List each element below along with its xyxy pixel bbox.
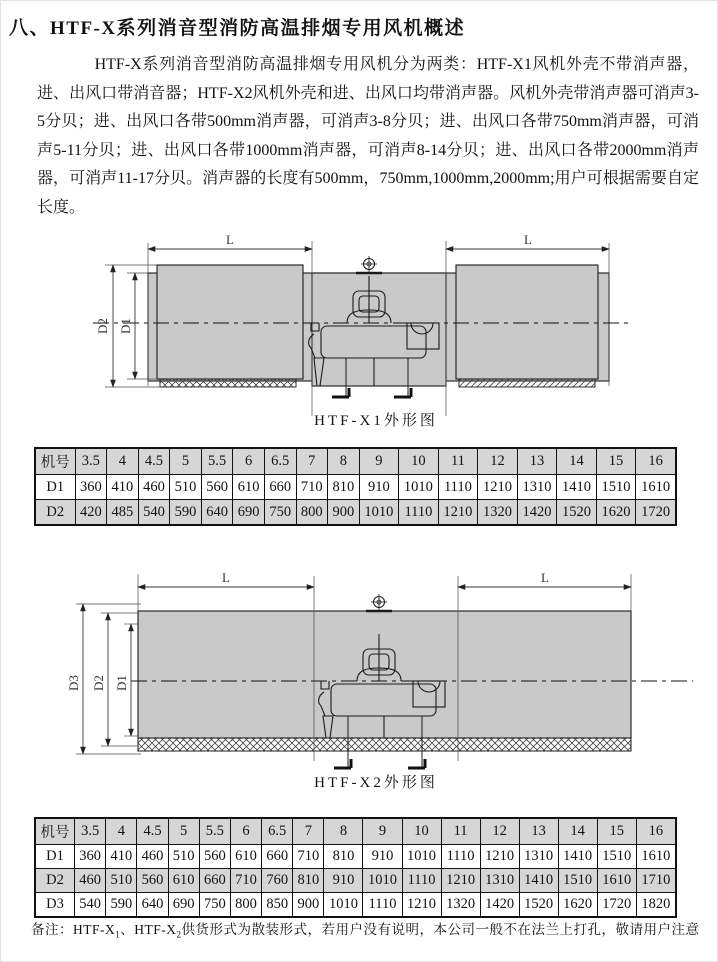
value-cell: 460 xyxy=(137,845,168,869)
value-cell: 15 xyxy=(596,448,636,475)
value-cell: 11 xyxy=(441,818,480,845)
value-cell: 360 xyxy=(75,845,106,869)
inlet-silencer-box xyxy=(157,265,303,379)
value-cell: 1720 xyxy=(636,500,676,526)
value-cell: 510 xyxy=(170,475,202,500)
value-cell: 9 xyxy=(359,448,399,475)
htf-x2-outline-drawing xyxy=(61,561,701,786)
value-cell: 4 xyxy=(107,448,139,475)
row-label-cell: D1 xyxy=(35,845,75,869)
value-cell: 1520 xyxy=(519,893,558,918)
value-cell: 800 xyxy=(296,500,328,526)
row-label-cell: D3 xyxy=(35,893,75,918)
dim-label-d1: D1 xyxy=(118,318,133,334)
value-cell: 710 xyxy=(296,475,328,500)
value-cell: 360 xyxy=(75,475,107,500)
value-cell: 6 xyxy=(233,448,265,475)
row-label-cell: D1 xyxy=(35,475,75,500)
value-cell: 660 xyxy=(264,475,296,500)
value-cell: 810 xyxy=(293,869,324,893)
htf-x1-dimension-table xyxy=(34,447,677,526)
value-cell: 11 xyxy=(438,448,478,475)
row-label-cell: D2 xyxy=(35,500,75,526)
value-cell: 590 xyxy=(170,500,202,526)
value-cell: 460 xyxy=(75,869,106,893)
value-cell: 560 xyxy=(201,475,233,500)
value-cell: 910 xyxy=(359,475,399,500)
footnote-prefix: 备注：HTF-X xyxy=(31,922,116,937)
value-cell: 1620 xyxy=(558,893,597,918)
dim-label-d2: D2 xyxy=(91,675,106,691)
value-cell: 1110 xyxy=(441,845,480,869)
value-cell: 1010 xyxy=(324,893,363,918)
value-cell: 5 xyxy=(168,818,199,845)
dim-label-d1: D1 xyxy=(114,675,129,691)
value-cell: 590 xyxy=(106,893,137,918)
htf-x1-caption: HTF-X1外形图 xyxy=(314,413,438,429)
value-cell: 1620 xyxy=(596,500,636,526)
value-cell: 1210 xyxy=(478,475,518,500)
value-cell: 5.5 xyxy=(199,818,230,845)
value-cell: 610 xyxy=(233,475,265,500)
value-cell: 420 xyxy=(75,500,107,526)
value-cell: 485 xyxy=(107,500,139,526)
dim-label-l-left: L xyxy=(222,570,230,585)
value-cell: 1510 xyxy=(597,845,636,869)
value-cell: 1710 xyxy=(636,869,676,893)
value-cell: 1610 xyxy=(636,845,676,869)
value-cell: 750 xyxy=(199,893,230,918)
value-cell: 850 xyxy=(262,893,293,918)
value-cell: 1610 xyxy=(636,475,676,500)
value-cell: 7 xyxy=(296,448,328,475)
value-cell: 540 xyxy=(138,500,170,526)
value-cell: 610 xyxy=(230,845,261,869)
value-cell: 14 xyxy=(557,448,597,475)
row-label-cell: D2 xyxy=(35,869,75,893)
value-cell: 5 xyxy=(170,448,202,475)
value-cell: 900 xyxy=(328,500,360,526)
value-cell: 690 xyxy=(168,893,199,918)
value-cell: 1510 xyxy=(596,475,636,500)
value-cell: 1010 xyxy=(359,500,399,526)
value-cell: 1820 xyxy=(636,893,676,918)
value-cell: 810 xyxy=(324,845,363,869)
value-cell: 1110 xyxy=(399,500,439,526)
dim-label-d3: D3 xyxy=(66,675,81,691)
value-cell: 690 xyxy=(233,500,265,526)
footnote xyxy=(31,918,703,940)
value-cell: 3.5 xyxy=(75,818,106,845)
crosshatch-strip-left xyxy=(160,379,296,387)
value-cell: 760 xyxy=(262,869,293,893)
fan-body-x1 xyxy=(148,241,609,416)
value-cell: 1110 xyxy=(438,475,478,500)
table-header-row xyxy=(35,448,676,475)
value-cell: 1410 xyxy=(558,845,597,869)
value-cell: 12 xyxy=(480,818,519,845)
outlet-silencer-box xyxy=(456,265,598,379)
value-cell: 540 xyxy=(75,893,106,918)
value-cell: 4 xyxy=(106,818,137,845)
value-cell: 6 xyxy=(230,818,261,845)
value-cell: 1110 xyxy=(402,869,441,893)
value-cell: 6.5 xyxy=(262,818,293,845)
value-cell: 1110 xyxy=(363,893,402,918)
value-cell: 10 xyxy=(402,818,441,845)
value-cell: 1310 xyxy=(519,845,558,869)
value-cell: 410 xyxy=(106,845,137,869)
table-row xyxy=(35,475,676,500)
table-row xyxy=(35,845,676,869)
value-cell: 1410 xyxy=(519,869,558,893)
value-cell: 710 xyxy=(293,845,324,869)
value-cell: 12 xyxy=(478,448,518,475)
value-cell: 14 xyxy=(558,818,597,845)
table-row xyxy=(35,869,676,893)
footnote-mid: 、HTF-X xyxy=(120,922,177,937)
footnote-sub-1: 1 xyxy=(115,929,121,940)
value-cell: 510 xyxy=(168,845,199,869)
footnote-sub-2: 2 xyxy=(176,929,182,940)
value-cell: 660 xyxy=(199,869,230,893)
value-cell: 810 xyxy=(328,475,360,500)
value-cell: 1720 xyxy=(597,893,636,918)
value-cell: 410 xyxy=(107,475,139,500)
row-label-cell: 机号 xyxy=(35,818,75,845)
value-cell: 1310 xyxy=(480,869,519,893)
lifting-eye-icon xyxy=(366,594,392,611)
htf-x2-dimension-table xyxy=(34,817,677,918)
value-cell: 510 xyxy=(106,869,137,893)
value-cell: 6.5 xyxy=(264,448,296,475)
dim-label-l-left: L xyxy=(226,232,234,247)
value-cell: 1210 xyxy=(438,500,478,526)
value-cell: 1520 xyxy=(557,500,597,526)
value-cell: 3.5 xyxy=(75,448,107,475)
table-row xyxy=(35,500,676,526)
value-cell: 4.5 xyxy=(138,448,170,475)
value-cell: 460 xyxy=(138,475,170,500)
value-cell: 1610 xyxy=(597,869,636,893)
table-row xyxy=(35,893,676,918)
value-cell: 13 xyxy=(517,448,557,475)
page-title: 八、HTF-X系列消音型消防高温排烟专用风机概述 xyxy=(9,18,466,39)
value-cell: 1420 xyxy=(517,500,557,526)
value-cell: 1420 xyxy=(480,893,519,918)
value-cell: 10 xyxy=(399,448,439,475)
value-cell: 1210 xyxy=(402,893,441,918)
value-cell: 15 xyxy=(597,818,636,845)
value-cell: 1210 xyxy=(480,845,519,869)
value-cell: 1210 xyxy=(441,869,480,893)
value-cell: 4.5 xyxy=(137,818,168,845)
value-cell: 560 xyxy=(137,869,168,893)
value-cell: 9 xyxy=(363,818,402,845)
value-cell: 7 xyxy=(293,818,324,845)
value-cell: 900 xyxy=(293,893,324,918)
value-cell: 800 xyxy=(230,893,261,918)
value-cell: 1010 xyxy=(363,869,402,893)
value-cell: 1320 xyxy=(478,500,518,526)
value-cell: 1010 xyxy=(399,475,439,500)
value-cell: 1510 xyxy=(558,869,597,893)
value-cell: 1410 xyxy=(557,475,597,500)
dim-label-l-right: L xyxy=(524,232,532,247)
value-cell: 16 xyxy=(636,818,676,845)
value-cell: 910 xyxy=(363,845,402,869)
value-cell: 660 xyxy=(262,845,293,869)
value-cell: 5.5 xyxy=(201,448,233,475)
value-cell: 13 xyxy=(519,818,558,845)
footnote-suffix: 供货形式为散装形式，若用户没有说明，本公司一般不在法兰上打孔，敬请用户注意 xyxy=(181,922,700,937)
table-header-row xyxy=(35,818,676,845)
crosshatch-base-strip xyxy=(138,738,631,751)
value-cell: 640 xyxy=(201,500,233,526)
value-cell: 8 xyxy=(324,818,363,845)
dim-label-d2: D2 xyxy=(95,318,110,334)
value-cell: 910 xyxy=(324,869,363,893)
htf-x2-caption: HTF-X2外形图 xyxy=(314,775,438,791)
value-cell: 640 xyxy=(137,893,168,918)
value-cell: 16 xyxy=(636,448,676,475)
value-cell: 560 xyxy=(199,845,230,869)
dim-label-l-right: L xyxy=(541,570,549,585)
value-cell: 750 xyxy=(264,500,296,526)
lifting-eye-icon xyxy=(356,256,382,273)
value-cell: 1310 xyxy=(517,475,557,500)
htf-x1-outline-drawing xyxy=(81,231,641,431)
row-label-cell: 机号 xyxy=(35,448,75,475)
value-cell: 1010 xyxy=(402,845,441,869)
value-cell: 1320 xyxy=(441,893,480,918)
value-cell: 8 xyxy=(328,448,360,475)
intro-paragraph: HTF-X系列消音型消防高温排烟专用风机分为两类：HTF-X1风机外壳不带消声器，进、出风口带消音器；HTF-X2风机外壳和进、出风口均带消声器。风机外壳带消声器可消声3-5分贝；进、出风口各带500mm消声器，可消声3-8分贝；进、出风口各带750mm消声器，可消声5-11分贝；进、出风口各带1000mm消声器，可消声8-14分贝；进、出风口各带2000mm消声器，可消声11-17分贝。消声器的长度有500mm，750mm,1000mm,2000mm;用户可根据需要自定长度。 xyxy=(37,56,699,216)
value-cell: 610 xyxy=(168,869,199,893)
hatch-strip-right xyxy=(459,379,595,387)
value-cell: 710 xyxy=(230,869,261,893)
